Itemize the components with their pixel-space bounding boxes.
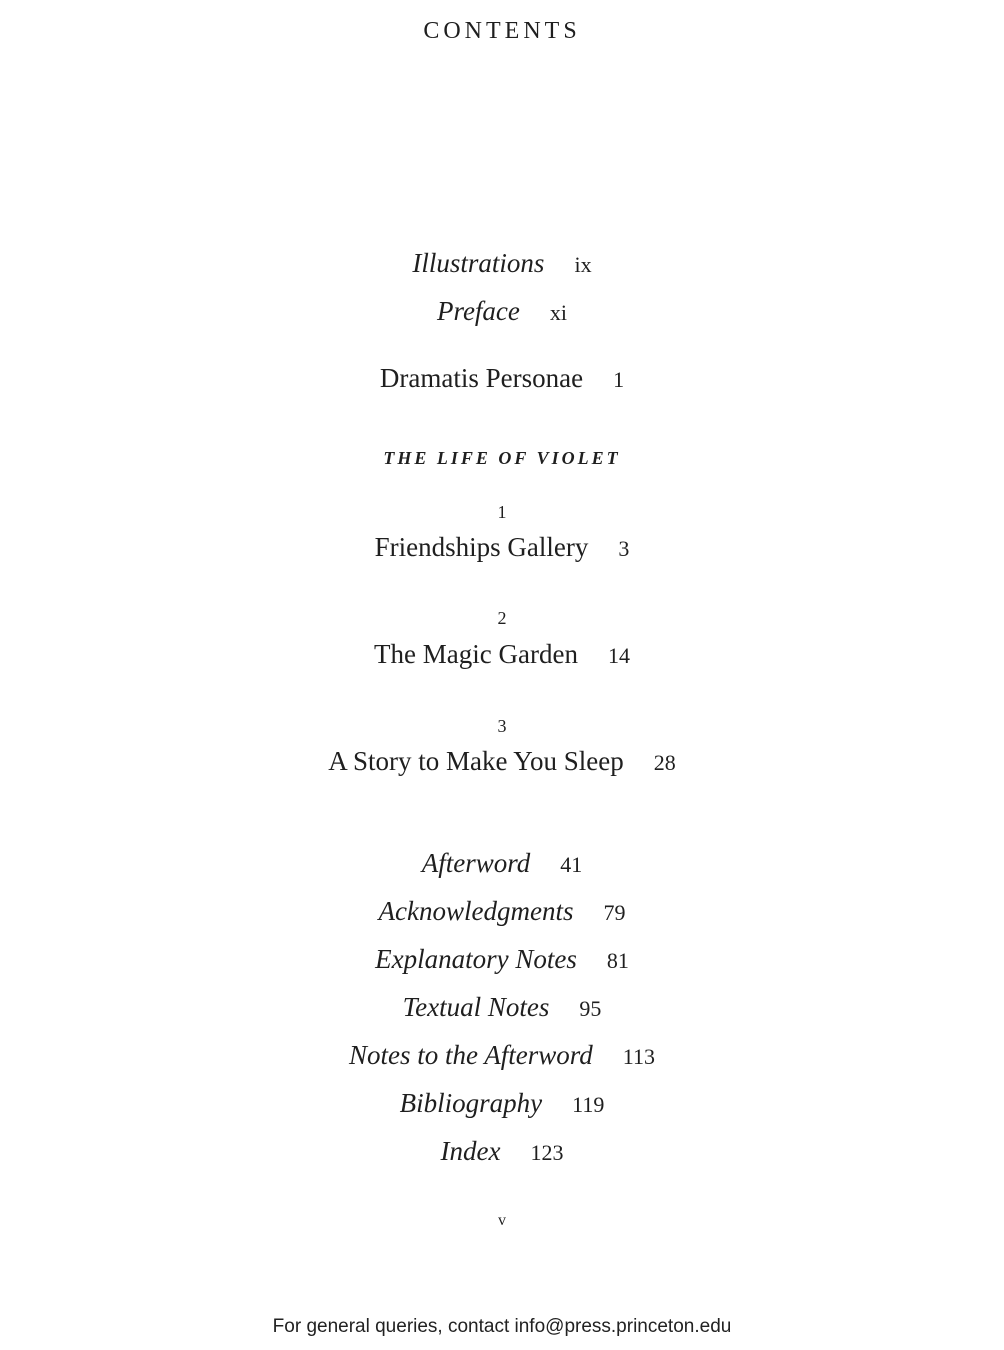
toc-entry-bibliography[interactable]: [0, 1088, 1004, 1119]
toc-entry-explanatory-notes[interactable]: [0, 944, 1004, 975]
toc-entry-page: 113: [622, 1044, 655, 1069]
toc-entry-page: 3: [618, 536, 630, 561]
toc-entry-title: Textual Notes: [402, 992, 550, 1022]
toc-entry-title: Acknowledgments: [378, 896, 574, 926]
toc-entry-dramatis-personae[interactable]: [0, 363, 1004, 394]
toc-entry-title: Illustrations: [412, 248, 545, 278]
toc-entry-page: ix: [574, 252, 592, 277]
toc-entry-page: 41: [560, 852, 583, 877]
contents-heading: CONTENTS: [423, 18, 581, 44]
toc-entry-textual-notes[interactable]: [0, 992, 1004, 1023]
toc-entry-page: 14: [607, 643, 630, 668]
toc-entry-title: The Magic Garden: [374, 639, 578, 669]
toc-entry-page: xi: [549, 300, 568, 325]
toc-entry-title: Bibliography: [399, 1088, 543, 1118]
toc-entry-title: Friendships Gallery: [374, 532, 589, 562]
toc-entry-page: 123: [530, 1140, 564, 1165]
toc-entry-chapter-2[interactable]: [0, 639, 1004, 670]
toc-entry-title: Index: [440, 1136, 501, 1166]
toc-entry-page: 79: [603, 900, 626, 925]
chapter-number: 2: [497, 608, 507, 628]
toc-entry-title: Preface: [436, 296, 520, 326]
part-title: THE LIFE OF VIOLET: [383, 448, 621, 468]
toc-entry-preface[interactable]: [0, 296, 1004, 327]
toc-entry-acknowledgments[interactable]: [0, 896, 1004, 927]
toc-entry-index[interactable]: [0, 1136, 1004, 1167]
chapter-number: 3: [497, 716, 507, 736]
toc-entry-chapter-3[interactable]: [0, 746, 1004, 777]
toc-entry-page: 28: [653, 750, 676, 775]
toc-entry-page: 1: [613, 367, 625, 392]
toc-entry-illustrations[interactable]: [0, 248, 1004, 279]
toc-entry-title: Explanatory Notes: [375, 944, 577, 974]
toc-entry-title: Notes to the Afterword: [349, 1040, 593, 1070]
toc-entry-afterword[interactable]: [0, 848, 1004, 879]
contact-footer: For general queries, contact info@press.princeton.edu: [272, 1316, 732, 1337]
toc-entry-title: Dramatis Personae: [379, 363, 584, 393]
chapter-number: 1: [497, 502, 507, 522]
toc-entry-notes-to-afterword[interactable]: [0, 1040, 1004, 1071]
toc-entry-title: Afterword: [421, 848, 531, 878]
page-folio: v: [498, 1212, 506, 1229]
toc-entry-page: 95: [579, 996, 602, 1021]
toc-entry-title: A Story to Make You Sleep: [328, 746, 624, 776]
toc-entry-chapter-1[interactable]: [0, 532, 1004, 563]
toc-entry-page: 81: [606, 948, 629, 973]
toc-entry-page: 119: [572, 1092, 605, 1117]
